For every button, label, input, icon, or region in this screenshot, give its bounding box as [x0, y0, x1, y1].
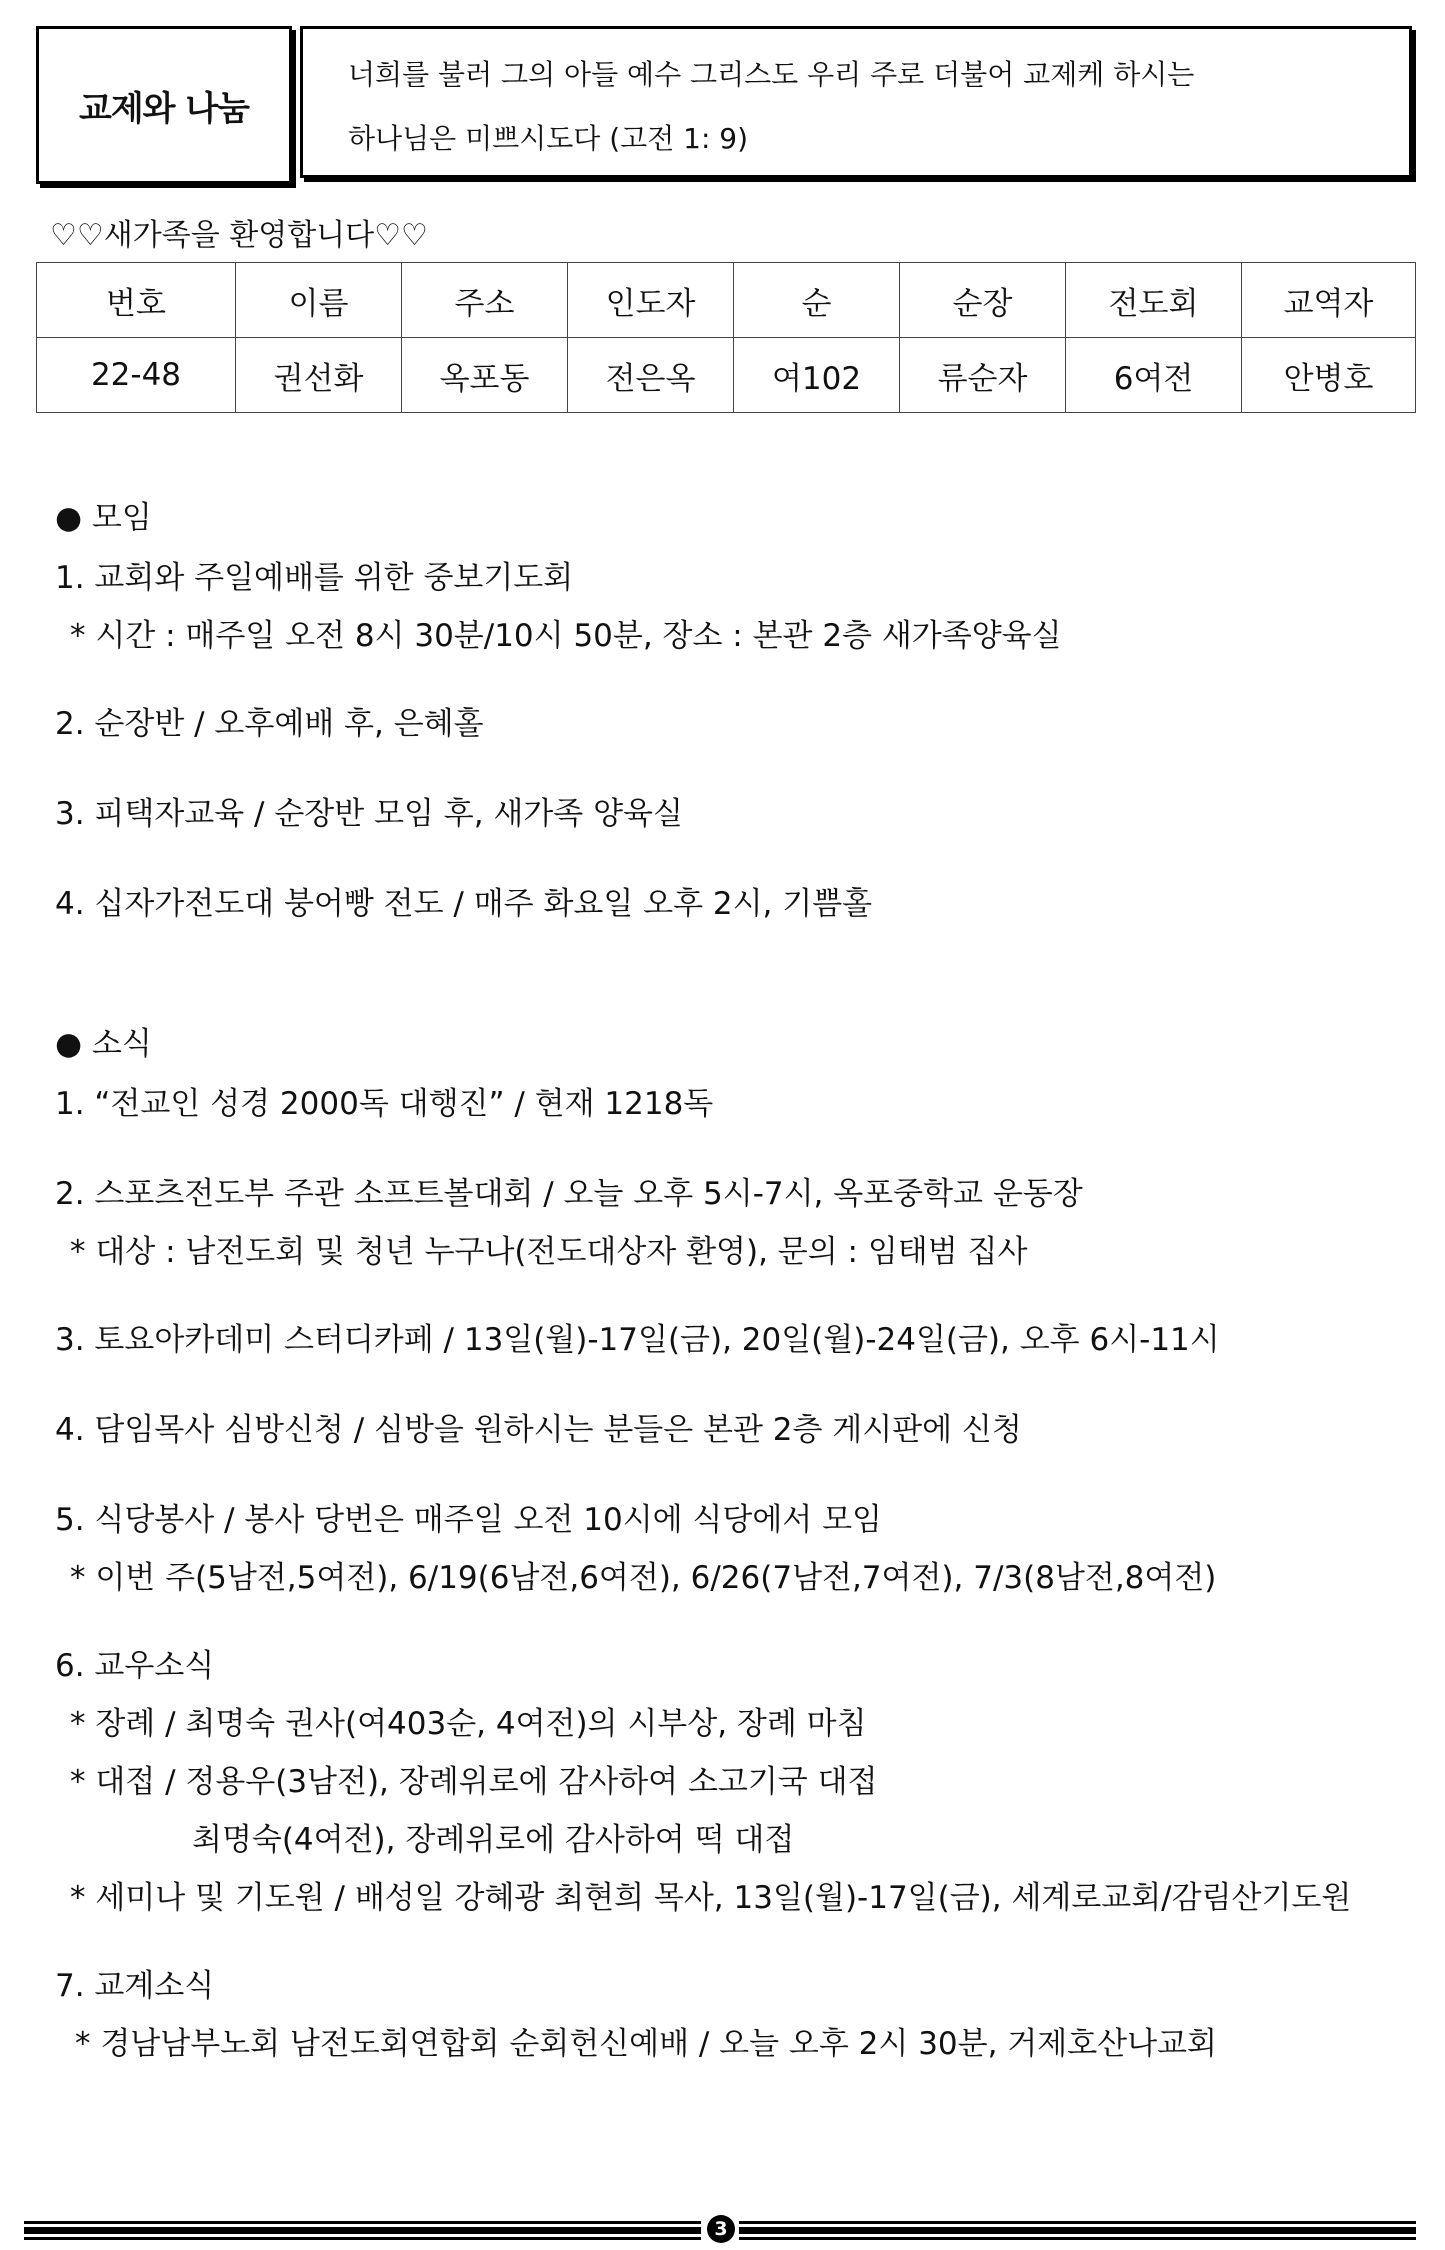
- news-item: 1. “전교인 성경 2000독 대행진” / 현재 1218독: [55, 1086, 714, 1122]
- news-note: * 세미나 및 기도원 / 배성일 강혜광 최현희 목사, 13일(월)-17일(금), 세계로교회/감림산기도원: [70, 1880, 1352, 1916]
- verse-line-2: 하나님은 미쁘시도다 (고전 1: 9): [348, 122, 749, 155]
- meeting-item: 3. 피택자교육 / 순장반 모임 후, 새가족 양육실: [55, 796, 683, 832]
- table-row: [37, 338, 1416, 413]
- column-header: 전도회: [1066, 263, 1242, 338]
- news-note: * 경남남부노회 남전도회연합회 순회헌신예배 / 오늘 오후 2시 30분, 거제호산나교회: [75, 2026, 1217, 2062]
- table-cell: 안병호: [1242, 338, 1416, 413]
- section-title-box: [36, 26, 292, 184]
- meeting-item: 4. 십자가전도대 붕어빵 전도 / 매주 화요일 오후 2시, 기쁨홀: [55, 886, 873, 922]
- news-note: * 이번 주(5남전,5여전), 6/19(6남전,6여전), 6/26(7남전,7여전), 7/3(8남전,8여전): [70, 1560, 1217, 1596]
- welcome-heading: ♡♡새가족을 환영합니다♡♡: [50, 218, 428, 253]
- table-cell: 22-48: [37, 338, 236, 413]
- table-cell: 옥포동: [402, 338, 568, 413]
- news-note: * 대접 / 정용우(3남전), 장례위로에 감사하여 소고기국 대접: [70, 1764, 878, 1800]
- column-header: 순: [734, 263, 900, 338]
- new-family-table: [36, 262, 1416, 413]
- verse-line-1: 너희를 불러 그의 아들 예수 그리스도 우리 주로 더불어 교제케 하시는: [348, 58, 1195, 91]
- table-cell: 여102: [734, 338, 900, 413]
- news-item: 6. 교우소식: [55, 1648, 215, 1684]
- page-number: 3: [707, 2215, 735, 2243]
- news-note: 최명숙(4여전), 장례위로에 감사하여 떡 대접: [192, 1822, 795, 1858]
- news-item: 2. 스포츠전도부 주관 소프트볼대회 / 오늘 오후 5시-7시, 옥포중학교 운동장: [55, 1176, 1083, 1212]
- news-item: 5. 식당봉사 / 봉사 당번은 매주일 오전 10시에 식당에서 모임: [55, 1502, 882, 1538]
- meeting-item: 2. 순장반 / 오후예배 후, 은혜홀: [55, 706, 484, 742]
- section-title: 교제와 나눔: [78, 88, 250, 129]
- news-item: 7. 교계소식: [55, 1968, 215, 2004]
- verse-box: [300, 26, 1412, 178]
- news-note: * 장례 / 최명숙 권사(여403순, 4여전)의 시부상, 장례 마침: [70, 1706, 867, 1742]
- table-header-row: [37, 263, 1416, 338]
- table-cell: 전은옥: [568, 338, 734, 413]
- column-header: 인도자: [568, 263, 734, 338]
- meeting-item: 1. 교회와 주일예배를 위한 중보기도회: [55, 560, 574, 596]
- news-note: * 대상 : 남전도회 및 청년 누구나(전도대상자 환영), 문의 : 임태범 집사: [70, 1234, 1028, 1270]
- table-cell: 6여전: [1066, 338, 1242, 413]
- column-header: 번호: [37, 263, 236, 338]
- meeting-note: * 시간 : 매주일 오전 8시 30분/10시 50분, 장소 : 본관 2층 새가족양육실: [70, 618, 1062, 654]
- column-header: 교역자: [1242, 263, 1416, 338]
- news-item: 4. 담임목사 심방신청 / 심방을 원하시는 분들은 본관 2층 게시판에 신청: [55, 1412, 1022, 1448]
- table-cell: 류순자: [900, 338, 1066, 413]
- meetings-heading: ● 모임: [55, 500, 152, 536]
- column-header: 이름: [236, 263, 402, 338]
- news-heading: ● 소식: [55, 1026, 152, 1062]
- table-cell: 권선화: [236, 338, 402, 413]
- column-header: 주소: [402, 263, 568, 338]
- page-footer: [24, 2218, 1416, 2241]
- footer-rule-left: [24, 2221, 701, 2241]
- news-item: 3. 토요아카데미 스터디카페 / 13일(월)-17일(금), 20일(월)-24일(금), 오후 6시-11시: [55, 1322, 1220, 1358]
- column-header: 순장: [900, 263, 1066, 338]
- footer-rule-right: [739, 2221, 1416, 2241]
